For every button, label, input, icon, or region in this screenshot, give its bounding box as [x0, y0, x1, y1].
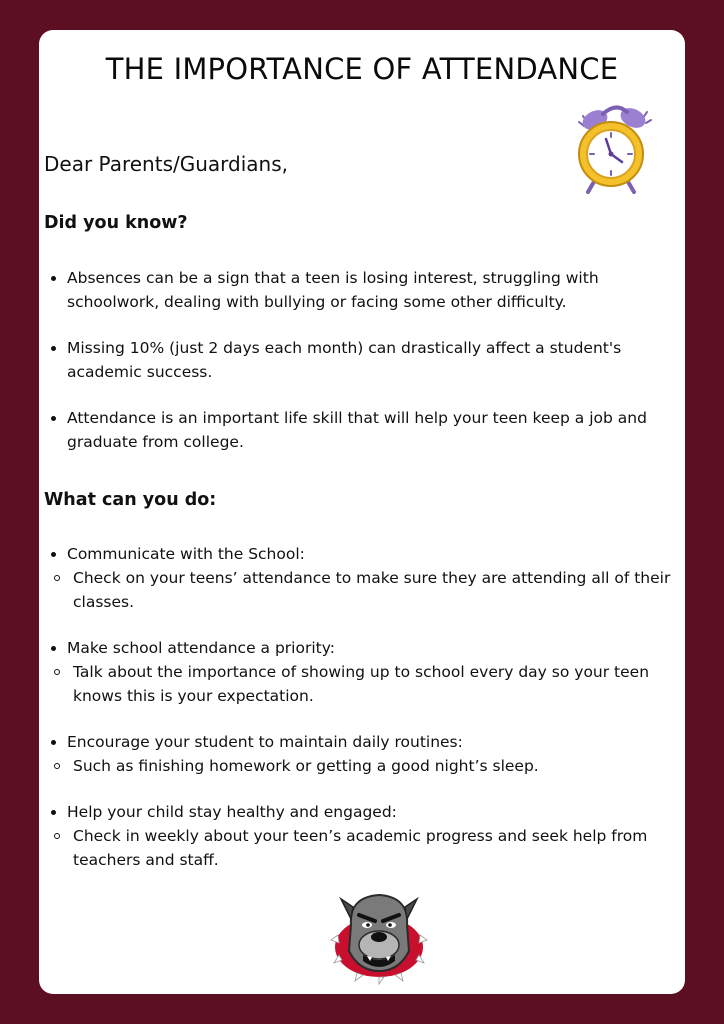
- list-item: [44, 636, 682, 708]
- sub-item-text: Talk about the importance of showing up to school every day so your teen knows this is your expectation.: [44, 660, 682, 708]
- list-item-text: Help your child stay healthy and engaged:: [44, 800, 682, 824]
- list-item-text: Encourage your student to maintain daily routines:: [44, 730, 682, 754]
- list-item: [44, 542, 682, 614]
- list-item: Missing 10% (just 2 days each month) can drastically affect a student's academic success.: [44, 336, 682, 384]
- bulldog-mascot-icon: [329, 885, 429, 985]
- list-item-text: Communicate with the School:: [44, 542, 682, 566]
- sub-item-text: Check in weekly about your teen’s academic progress and seek help from teachers and staff.: [44, 824, 682, 872]
- list-item-text: Make school attendance a priority:: [44, 636, 682, 660]
- facts-list: [44, 266, 682, 454]
- list-item: [44, 800, 682, 872]
- page-title: THE IMPORTANCE OF ATTENDANCE: [105, 52, 619, 86]
- alarm-clock-icon: [561, 98, 661, 198]
- list-item: [44, 730, 682, 778]
- list-item: Attendance is an important life skill that will help your teen keep a job and graduate from college.: [44, 406, 682, 454]
- actions-list: [44, 542, 682, 872]
- section-heading-did-you-know: Did you know?: [44, 213, 188, 233]
- salutation: Dear Parents/Guardians,: [44, 152, 288, 176]
- flyer-card: [39, 30, 685, 994]
- section-heading-what-can-you-do: What can you do:: [44, 490, 217, 510]
- sub-item-text: Such as finishing homework or getting a good night’s sleep.: [44, 754, 682, 778]
- list-item: Absences can be a sign that a teen is losing interest, struggling with schoolwork, dealing with bullying or facing some other difficulty.: [44, 266, 682, 314]
- sub-item-text: Check on your teens’ attendance to make sure they are attending all of their classes.: [44, 566, 682, 614]
